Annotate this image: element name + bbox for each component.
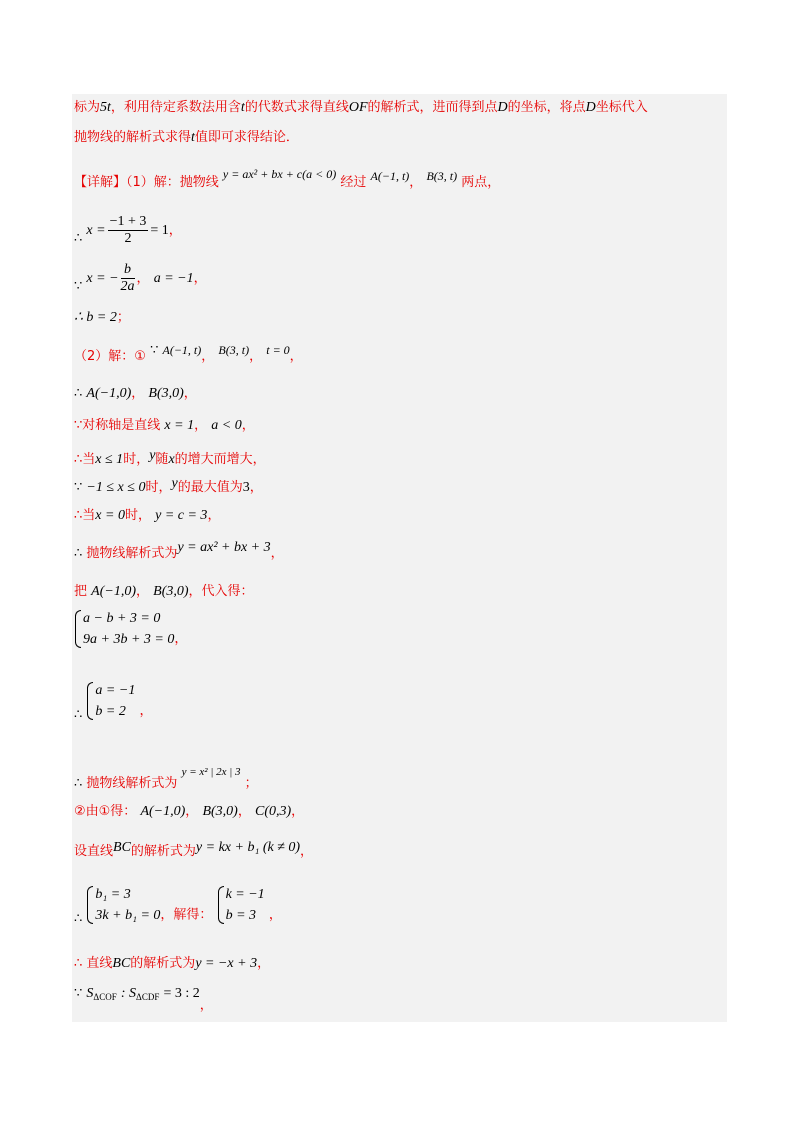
text: 抛物线解析式为 xyxy=(86,546,178,561)
text-line xyxy=(74,762,258,794)
math: y xyxy=(149,448,156,463)
math: x = xyxy=(86,223,106,238)
text: 抛物线解析式为 xyxy=(86,776,178,791)
because-sign: ∵ xyxy=(74,279,83,294)
text: 时， xyxy=(123,452,150,467)
text-line xyxy=(74,340,303,367)
math-line xyxy=(74,262,207,297)
math: B(3,0) xyxy=(148,386,184,401)
math: A(−1,0) xyxy=(86,386,132,401)
text: ， xyxy=(257,956,271,971)
math: a < 0 xyxy=(211,418,242,433)
math: OF xyxy=(348,100,368,115)
math: y xyxy=(171,476,178,491)
text-line xyxy=(74,474,263,498)
text: ， xyxy=(185,804,199,819)
math: 5t xyxy=(100,100,111,115)
text: ； xyxy=(116,310,130,325)
text: 的增大而增大， xyxy=(174,452,266,467)
math: D xyxy=(497,100,508,115)
text: 设直线 xyxy=(74,844,114,859)
text: 的最大值为 xyxy=(177,480,243,495)
math: x = 1 xyxy=(164,418,195,433)
math: A(−1, t) xyxy=(370,169,410,183)
text: ， xyxy=(174,631,188,647)
text-line xyxy=(74,416,255,436)
text-line xyxy=(74,838,313,862)
text: 经过 xyxy=(340,175,367,190)
equation: 9a + 3b + 3 = 0 xyxy=(83,632,175,647)
math: B(3,0) xyxy=(153,584,189,599)
brace-system xyxy=(217,884,265,926)
text: ， xyxy=(237,804,251,819)
text: 抛物线的解析式求得 xyxy=(74,130,192,145)
text: ∴当 xyxy=(74,452,96,467)
math: A(−1,0) xyxy=(140,804,186,819)
text: 的解析式，进而得到点 xyxy=(367,100,498,115)
text: ， xyxy=(136,271,150,286)
math: t xyxy=(191,130,195,145)
text: ， xyxy=(241,418,255,433)
because-sign: ∵ xyxy=(150,343,159,358)
equation-system xyxy=(74,608,187,650)
equation: b₁ = 3 xyxy=(95,887,131,902)
text-line xyxy=(74,446,266,470)
text: 值即可求得结论． xyxy=(194,130,299,145)
therefore-sign: ∴ xyxy=(74,231,83,246)
math: y = x² | 2x | 3 xyxy=(181,766,241,778)
brace-system xyxy=(86,884,160,926)
text: ，利用待定系数法用含 xyxy=(110,100,241,115)
math-line xyxy=(74,214,182,249)
math: t = 0 xyxy=(266,343,290,357)
text-line xyxy=(74,506,220,526)
text: ， xyxy=(131,386,145,401)
text: 随 xyxy=(155,452,169,467)
math: C(0,3) xyxy=(254,804,292,819)
text: 的解析式为 xyxy=(130,844,196,859)
math-line xyxy=(74,308,130,328)
math: −1 ≤ x ≤ 0 xyxy=(86,480,146,495)
math: BC xyxy=(113,840,131,855)
text-line xyxy=(74,98,648,118)
text-line xyxy=(74,954,270,974)
math: x = − xyxy=(86,271,119,286)
text: ②由①得： xyxy=(74,804,137,819)
math: ∴ b = 2 xyxy=(74,310,117,325)
text: ， xyxy=(168,223,182,238)
text: ，解得： xyxy=(160,907,213,923)
text: ， xyxy=(270,546,284,561)
math: A(−1, t) xyxy=(162,343,202,357)
text: 坐标代入 xyxy=(595,100,648,115)
text-line xyxy=(74,164,500,193)
text: ， xyxy=(249,349,263,364)
text: 两点， xyxy=(461,175,501,190)
text: ， xyxy=(268,907,282,923)
math: y = −x + 3 xyxy=(195,956,258,971)
text: ， xyxy=(193,271,207,286)
math: y = ax² + bx + c(a < 0) xyxy=(222,167,337,181)
text: ， xyxy=(207,508,221,523)
text: ， xyxy=(135,584,149,599)
therefore-sign: ∴ xyxy=(74,776,83,791)
math: x xyxy=(168,452,175,467)
math-line xyxy=(74,984,213,1016)
denominator: 2a xyxy=(120,279,135,294)
text: ， xyxy=(300,844,314,859)
math-line xyxy=(74,384,197,404)
equation: a = −1 xyxy=(95,683,136,698)
equation: a − b + 3 = 0 xyxy=(83,611,161,626)
text: 时， xyxy=(145,480,172,495)
equation: k = −1 xyxy=(225,887,265,902)
equation-system xyxy=(74,680,152,726)
math: y = ax² + bx + 3 xyxy=(177,540,271,555)
text: 标为 xyxy=(74,100,101,115)
text-line xyxy=(74,802,304,822)
text: ， xyxy=(409,175,423,190)
therefore-sign: ∴ xyxy=(74,707,83,723)
text: ， xyxy=(194,418,208,433)
brace-system xyxy=(86,680,135,722)
equation-system xyxy=(74,884,282,930)
text: 的坐标，将点 xyxy=(507,100,586,115)
text: 时， xyxy=(124,508,151,523)
text: ，代入得： xyxy=(188,584,254,599)
text: ， xyxy=(199,998,213,1013)
because-sign: ∵ xyxy=(74,480,83,495)
math: : S xyxy=(120,986,137,1001)
math: 3 xyxy=(242,480,250,495)
math: = 3 : 2 xyxy=(163,986,200,1001)
text: 的解析式为 xyxy=(130,956,196,971)
text-line xyxy=(74,128,299,148)
numerator: b xyxy=(121,262,135,279)
equation: b = 2 xyxy=(95,704,126,719)
math: y = kx + b₁ (k ≠ 0) xyxy=(195,840,301,855)
text: ∴ 直线 xyxy=(74,956,113,971)
math: a = −1 xyxy=(153,271,194,286)
math: A(−1,0) xyxy=(91,584,136,599)
math: t xyxy=(240,100,245,115)
text: ∵对称轴是直线 xyxy=(74,418,161,433)
text: ， xyxy=(201,349,215,364)
text: ， xyxy=(139,703,153,719)
text-line xyxy=(74,582,254,602)
math: B(3, t) xyxy=(426,169,458,183)
math: D xyxy=(585,100,596,115)
text: ∴当 xyxy=(74,508,96,523)
subscript: ΔCDF xyxy=(136,992,160,1002)
text: ， xyxy=(183,386,197,401)
subscript: ΔCOF xyxy=(93,992,117,1002)
math: = 1 xyxy=(150,223,169,238)
fraction xyxy=(108,214,149,247)
text: （2）解：① xyxy=(74,349,146,364)
numerator: −1 + 3 xyxy=(109,214,147,229)
therefore-sign: ∴ xyxy=(74,386,83,401)
text: ； xyxy=(244,776,258,791)
therefore-sign: ∴ xyxy=(74,911,83,927)
math: B(3, t) xyxy=(218,343,250,357)
brace-system xyxy=(74,608,174,650)
text: 的代数式求得直线 xyxy=(244,100,349,115)
math: x = 0 xyxy=(95,508,125,523)
text: 【详解】（1）解：抛物线 xyxy=(74,175,219,190)
denominator: 2 xyxy=(124,231,132,246)
math: S xyxy=(86,986,94,1001)
text: 把 xyxy=(74,584,88,599)
math: BC xyxy=(112,956,131,971)
fraction xyxy=(121,262,135,295)
math: B(3,0) xyxy=(202,804,238,819)
because-sign: ∵ xyxy=(74,986,83,1001)
math: y = c = 3 xyxy=(155,508,208,523)
math: x ≤ 1 xyxy=(95,452,124,467)
equation: 3k + b₁ = 0 xyxy=(95,908,161,923)
text: ， xyxy=(249,480,263,495)
therefore-sign: ∴ xyxy=(74,546,83,561)
text: ， xyxy=(291,804,305,819)
text: ， xyxy=(289,349,303,364)
text-line xyxy=(74,538,284,564)
equation: b = 3 xyxy=(225,908,257,923)
